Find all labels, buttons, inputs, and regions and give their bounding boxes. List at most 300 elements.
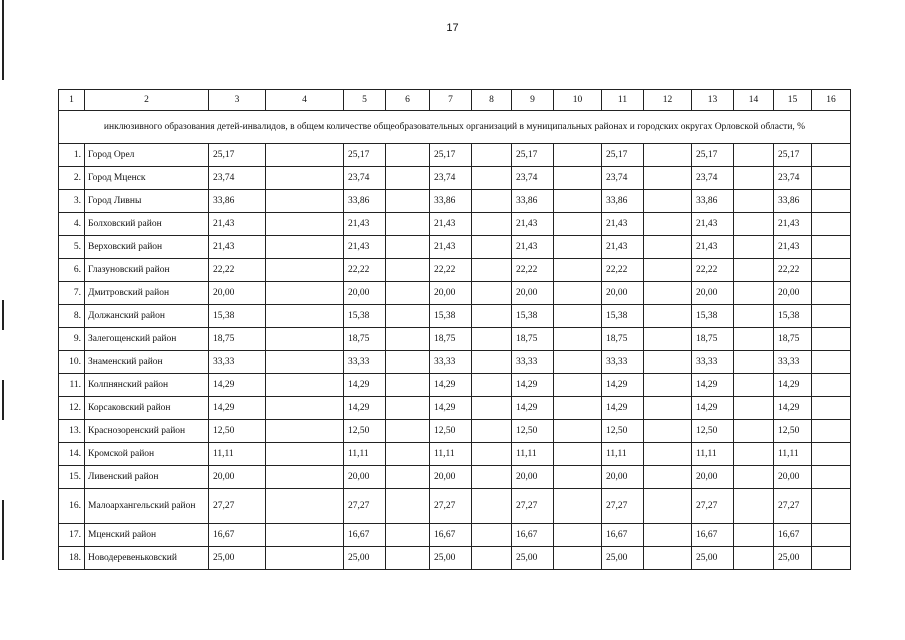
value-col-7: 21,43 [430,213,472,236]
empty-col-8 [472,420,512,443]
value-col-11: 20,00 [602,466,644,489]
value-col-7: 33,33 [430,351,472,374]
value-col-13: 33,86 [692,190,734,213]
value-col-11: 25,00 [602,547,644,570]
empty-col-14 [734,374,774,397]
value-col-9: 15,38 [512,305,554,328]
value-col-13: 14,29 [692,374,734,397]
empty-col-14 [734,305,774,328]
value-col-9: 20,00 [512,466,554,489]
value-col-11: 14,29 [602,374,644,397]
row-number: 3. [59,190,85,213]
value-col-3: 14,29 [209,374,266,397]
value-col-7: 22,22 [430,259,472,282]
empty-col-8 [472,167,512,190]
value-col-15: 22,22 [774,259,812,282]
value-col-7: 15,38 [430,305,472,328]
value-col-3: 27,27 [209,489,266,524]
column-number-10: 10 [554,90,602,111]
empty-col-4 [266,547,344,570]
empty-col-12 [644,282,692,305]
empty-col-6 [386,282,430,305]
empty-col-8 [472,259,512,282]
empty-col-10 [554,547,602,570]
table-row [59,547,851,570]
row-number: 15. [59,466,85,489]
value-col-15: 21,43 [774,213,812,236]
empty-col-6 [386,374,430,397]
value-col-5: 11,11 [344,443,386,466]
table-row [59,144,851,167]
value-col-15: 15,38 [774,305,812,328]
municipality-name: Глазуновский район [85,259,209,282]
empty-col-16 [812,190,851,213]
empty-col-12 [644,328,692,351]
value-col-9: 33,86 [512,190,554,213]
municipality-name: Колпнянский район [85,374,209,397]
empty-col-16 [812,397,851,420]
column-number-9: 9 [512,90,554,111]
value-col-15: 33,86 [774,190,812,213]
value-col-15: 33,33 [774,351,812,374]
value-col-7: 27,27 [430,489,472,524]
row-number: 11. [59,374,85,397]
section-title-row [59,111,851,144]
empty-col-4 [266,443,344,466]
value-col-13: 15,38 [692,305,734,328]
empty-col-16 [812,420,851,443]
value-col-11: 18,75 [602,328,644,351]
municipality-name: Залегощенский район [85,328,209,351]
value-col-13: 22,22 [692,259,734,282]
scan-edge-mark [2,500,4,560]
value-col-11: 33,33 [602,351,644,374]
empty-col-12 [644,420,692,443]
value-col-3: 33,33 [209,351,266,374]
row-number: 9. [59,328,85,351]
empty-col-6 [386,305,430,328]
empty-col-10 [554,466,602,489]
municipality-name: Дмитровский район [85,282,209,305]
value-col-9: 22,22 [512,259,554,282]
empty-col-12 [644,374,692,397]
value-col-15: 16,67 [774,524,812,547]
column-number-14: 14 [734,90,774,111]
empty-col-12 [644,213,692,236]
empty-col-12 [644,524,692,547]
value-col-3: 14,29 [209,397,266,420]
value-col-15: 20,00 [774,282,812,305]
value-col-13: 27,27 [692,489,734,524]
empty-col-8 [472,547,512,570]
value-col-11: 20,00 [602,282,644,305]
value-col-3: 12,50 [209,420,266,443]
value-col-5: 33,86 [344,190,386,213]
empty-col-10 [554,374,602,397]
value-col-13: 23,74 [692,167,734,190]
value-col-7: 14,29 [430,374,472,397]
empty-col-14 [734,190,774,213]
value-col-11: 15,38 [602,305,644,328]
empty-col-16 [812,489,851,524]
value-col-13: 21,43 [692,236,734,259]
municipality-name: Город Мценск [85,167,209,190]
column-number-3: 3 [209,90,266,111]
value-col-5: 14,29 [344,397,386,420]
value-col-15: 12,50 [774,420,812,443]
empty-col-8 [472,305,512,328]
value-col-11: 14,29 [602,397,644,420]
value-col-3: 25,00 [209,547,266,570]
empty-col-16 [812,466,851,489]
empty-col-12 [644,443,692,466]
value-col-3: 11,11 [209,443,266,466]
empty-col-6 [386,466,430,489]
empty-col-12 [644,305,692,328]
value-col-5: 16,67 [344,524,386,547]
row-number: 14. [59,443,85,466]
empty-col-14 [734,282,774,305]
empty-col-6 [386,190,430,213]
empty-col-14 [734,328,774,351]
table-row [59,259,851,282]
table-row [59,236,851,259]
empty-col-4 [266,282,344,305]
empty-col-6 [386,328,430,351]
value-col-3: 21,43 [209,236,266,259]
value-col-5: 15,38 [344,305,386,328]
value-col-13: 14,29 [692,397,734,420]
empty-col-16 [812,213,851,236]
value-col-5: 23,74 [344,167,386,190]
empty-col-6 [386,489,430,524]
empty-col-4 [266,328,344,351]
municipality-name: Болховский район [85,213,209,236]
empty-col-10 [554,489,602,524]
column-number-12: 12 [644,90,692,111]
empty-col-16 [812,236,851,259]
table-row [59,167,851,190]
empty-col-6 [386,351,430,374]
column-number-2: 2 [85,90,209,111]
value-col-9: 33,33 [512,351,554,374]
empty-col-10 [554,144,602,167]
row-number: 6. [59,259,85,282]
row-number: 13. [59,420,85,443]
empty-col-12 [644,236,692,259]
empty-col-10 [554,236,602,259]
empty-col-12 [644,259,692,282]
value-col-7: 12,50 [430,420,472,443]
value-col-5: 20,00 [344,466,386,489]
empty-col-8 [472,328,512,351]
empty-col-10 [554,213,602,236]
empty-col-8 [472,489,512,524]
empty-col-16 [812,351,851,374]
table-row [59,213,851,236]
empty-col-16 [812,443,851,466]
value-col-7: 14,29 [430,397,472,420]
value-col-5: 27,27 [344,489,386,524]
table-row [59,443,851,466]
municipality-name: Знаменский район [85,351,209,374]
scan-edge-mark [2,380,4,420]
value-col-5: 22,22 [344,259,386,282]
value-col-15: 21,43 [774,236,812,259]
value-col-9: 20,00 [512,282,554,305]
row-number: 18. [59,547,85,570]
empty-col-10 [554,420,602,443]
column-number-8: 8 [472,90,512,111]
empty-col-12 [644,190,692,213]
empty-col-6 [386,236,430,259]
empty-col-8 [472,144,512,167]
value-col-5: 21,43 [344,236,386,259]
empty-col-10 [554,282,602,305]
table-row [59,374,851,397]
value-col-15: 25,00 [774,547,812,570]
empty-col-14 [734,213,774,236]
empty-col-14 [734,167,774,190]
value-col-9: 23,74 [512,167,554,190]
empty-col-14 [734,466,774,489]
value-col-9: 14,29 [512,397,554,420]
value-col-7: 25,00 [430,547,472,570]
value-col-7: 23,74 [430,167,472,190]
municipality-name: Новодеревеньковский [85,547,209,570]
empty-col-4 [266,305,344,328]
value-col-5: 33,33 [344,351,386,374]
value-col-9: 21,43 [512,213,554,236]
value-col-11: 12,50 [602,420,644,443]
value-col-3: 20,00 [209,466,266,489]
row-number: 17. [59,524,85,547]
empty-col-10 [554,167,602,190]
empty-col-4 [266,144,344,167]
empty-col-10 [554,443,602,466]
value-col-3: 23,74 [209,167,266,190]
empty-col-12 [644,547,692,570]
value-col-15: 14,29 [774,374,812,397]
table-row [59,524,851,547]
empty-col-6 [386,167,430,190]
empty-col-14 [734,144,774,167]
empty-col-14 [734,547,774,570]
row-number: 4. [59,213,85,236]
value-col-7: 21,43 [430,236,472,259]
value-col-7: 33,86 [430,190,472,213]
value-col-9: 21,43 [512,236,554,259]
empty-col-8 [472,190,512,213]
empty-col-16 [812,167,851,190]
empty-col-8 [472,236,512,259]
empty-col-4 [266,524,344,547]
empty-col-8 [472,466,512,489]
value-col-11: 21,43 [602,236,644,259]
empty-col-16 [812,144,851,167]
empty-col-10 [554,259,602,282]
row-number: 12. [59,397,85,420]
column-number-7: 7 [430,90,472,111]
scan-edge-mark [2,300,4,330]
row-number: 1. [59,144,85,167]
empty-col-12 [644,144,692,167]
value-col-13: 18,75 [692,328,734,351]
empty-col-4 [266,397,344,420]
empty-col-10 [554,190,602,213]
municipality-name: Корсаковский район [85,397,209,420]
value-col-15: 18,75 [774,328,812,351]
value-col-7: 20,00 [430,466,472,489]
value-col-3: 16,67 [209,524,266,547]
empty-col-4 [266,466,344,489]
scan-edge-mark [2,0,4,80]
empty-col-10 [554,328,602,351]
empty-col-4 [266,351,344,374]
value-col-3: 18,75 [209,328,266,351]
municipality-name: Малоархангельский район [85,489,209,524]
column-number-1: 1 [59,90,85,111]
empty-col-16 [812,328,851,351]
value-col-13: 25,17 [692,144,734,167]
table-row [59,328,851,351]
value-col-9: 25,17 [512,144,554,167]
table-row [59,282,851,305]
empty-col-14 [734,236,774,259]
municipality-name: Краснозоренский район [85,420,209,443]
empty-col-12 [644,397,692,420]
row-number: 16. [59,489,85,524]
value-col-5: 14,29 [344,374,386,397]
municipality-name: Должанский район [85,305,209,328]
value-col-9: 25,00 [512,547,554,570]
value-col-7: 18,75 [430,328,472,351]
value-col-3: 20,00 [209,282,266,305]
value-col-11: 25,17 [602,144,644,167]
row-number: 8. [59,305,85,328]
value-col-15: 27,27 [774,489,812,524]
column-number-4: 4 [266,90,344,111]
value-col-5: 12,50 [344,420,386,443]
empty-col-14 [734,443,774,466]
value-col-13: 33,33 [692,351,734,374]
empty-col-6 [386,420,430,443]
empty-col-12 [644,167,692,190]
value-col-13: 12,50 [692,420,734,443]
value-col-15: 11,11 [774,443,812,466]
section-title: инклюзивного образования детей-инвалидов, в общем количестве общеобразовательных организаций в муниципальных районах и городских округах Орловской области, % [59,111,851,144]
value-col-9: 18,75 [512,328,554,351]
empty-col-16 [812,259,851,282]
empty-col-4 [266,374,344,397]
table-row [59,489,851,524]
empty-col-8 [472,443,512,466]
empty-col-10 [554,524,602,547]
value-col-13: 20,00 [692,466,734,489]
value-col-15: 23,74 [774,167,812,190]
empty-col-8 [472,397,512,420]
value-col-3: 33,86 [209,190,266,213]
empty-col-4 [266,420,344,443]
column-number-11: 11 [602,90,644,111]
empty-col-6 [386,397,430,420]
table-row [59,466,851,489]
page-number: 17 [446,22,459,34]
row-number: 2. [59,167,85,190]
value-col-3: 15,38 [209,305,266,328]
empty-col-6 [386,144,430,167]
empty-col-6 [386,443,430,466]
empty-col-16 [812,305,851,328]
value-col-5: 25,00 [344,547,386,570]
empty-col-4 [266,236,344,259]
value-col-5: 18,75 [344,328,386,351]
value-col-11: 22,22 [602,259,644,282]
value-col-7: 16,67 [430,524,472,547]
value-col-7: 11,11 [430,443,472,466]
empty-col-14 [734,351,774,374]
value-col-9: 14,29 [512,374,554,397]
empty-col-16 [812,547,851,570]
empty-col-14 [734,397,774,420]
value-col-9: 12,50 [512,420,554,443]
value-col-9: 11,11 [512,443,554,466]
municipality-name: Кромской район [85,443,209,466]
empty-col-4 [266,213,344,236]
municipality-name: Верховский район [85,236,209,259]
column-number-6: 6 [386,90,430,111]
value-col-13: 20,00 [692,282,734,305]
table-row [59,397,851,420]
value-col-7: 25,17 [430,144,472,167]
table-row [59,351,851,374]
empty-col-8 [472,351,512,374]
empty-col-12 [644,489,692,524]
value-col-7: 20,00 [430,282,472,305]
value-col-5: 25,17 [344,144,386,167]
value-col-9: 16,67 [512,524,554,547]
value-col-3: 21,43 [209,213,266,236]
empty-col-8 [472,524,512,547]
empty-col-14 [734,420,774,443]
table-row [59,190,851,213]
empty-col-4 [266,489,344,524]
value-col-15: 25,17 [774,144,812,167]
value-col-9: 27,27 [512,489,554,524]
empty-col-10 [554,305,602,328]
empty-col-16 [812,374,851,397]
value-col-5: 20,00 [344,282,386,305]
empty-col-6 [386,547,430,570]
table-row [59,420,851,443]
empty-col-4 [266,259,344,282]
empty-col-6 [386,524,430,547]
value-col-15: 20,00 [774,466,812,489]
data-table [58,89,851,570]
empty-col-6 [386,259,430,282]
empty-col-14 [734,259,774,282]
row-number: 5. [59,236,85,259]
value-col-11: 33,86 [602,190,644,213]
empty-col-16 [812,282,851,305]
municipality-name: Мценский район [85,524,209,547]
value-col-13: 21,43 [692,213,734,236]
empty-col-4 [266,167,344,190]
table-row [59,305,851,328]
value-col-11: 11,11 [602,443,644,466]
municipality-name: Город Ливны [85,190,209,213]
value-col-11: 21,43 [602,213,644,236]
